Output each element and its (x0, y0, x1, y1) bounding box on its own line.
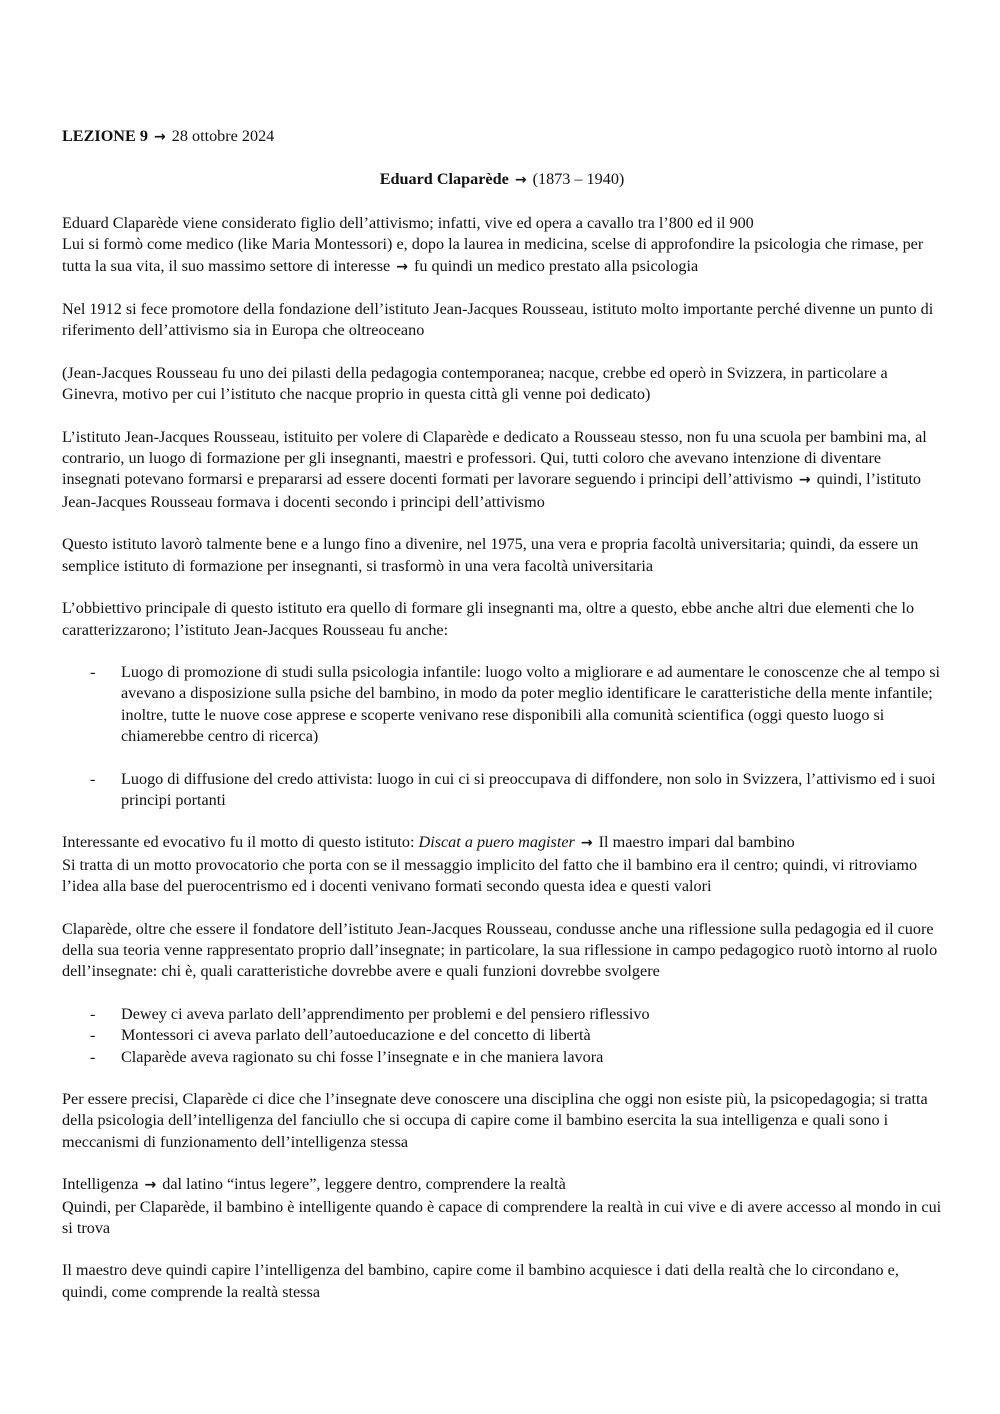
bullet-dash: - (90, 662, 96, 681)
paragraph-text: L’istituto Jean-Jacques Rousseau, istituito per volere di Claparède e dedicato a Rousseau stesso, non fu una scuola per bambini ma, al contrario, un luogo di formazione per gli insegnanti, maestri e professori. Qui, tutti coloro che avevano intenzione di diventare insegnati potevano formarsi e prepararsi ad essere docenti formati per lavorare seguendo i principi dell’attivismo (62, 427, 927, 489)
arrow-icon: → (514, 172, 527, 189)
motto-translation: Il maestro impari dal bambino (598, 833, 795, 852)
arrow-icon: → (396, 258, 408, 275)
title-name: Eduard Claparède (379, 170, 509, 189)
paragraph-foundation: Nel 1912 si fece promotore della fondazione dell’istituto Jean-Jacques Rousseau, istituto molto importante perché divenne un punto di riferimento dell’attivismo sia in Europa che oltreoceano (62, 300, 934, 340)
list-item (62, 1047, 942, 1068)
motto-latin: Discat a puero magister (418, 833, 575, 852)
paragraph-reflection: Claparède, oltre che essere il fondatore dell’istituto Jean-Jacques Rousseau, condusse anche una riflessione sulla pedagogia ed il cuore della sua teoria venne rappresentato proprio dall’insegnate; in particolare, la sua riflessione in campo pedagogico ruotò intorno al ruolo dell’insegnate: chi è, quali caratteristiche dovrebbe avere e quali funzioni dovrebbe svolgere (62, 919, 938, 981)
paragraph-motto-line1 (62, 832, 942, 854)
lesson-label: LEZIONE 9 (62, 127, 148, 145)
paragraph-text: Interessante ed evocativo fu il motto di questo istituto: (62, 833, 415, 852)
arrow-icon: → (144, 1177, 157, 1194)
list-item (62, 1025, 942, 1046)
paragraph-intro-line2 (62, 234, 942, 278)
list-item-text: Luogo di promozione di studi sulla psicologia infantile: luogo volto a migliorare e ad aumentare le conoscenze che al tempo si avevano a disposizione sulla psiche del bambino, in modo da poter meglio identificare le caratteristiche della mente infantile; inoltre, tutte le nuove cose apprese e scoperte venivano rese disponibili alla comunità scientifica (oggi questo luogo si chiamerebbe centro di ricerca) (121, 662, 941, 746)
arrow-icon: → (153, 129, 166, 145)
paragraph-university: Questo istituto lavorò talmente bene e a lungo fino a divenire, nel 1975, una vera e propria facoltà universitaria; quindi, da essere un semplice istituto di formazione per insegnanti, si trasformò in una vera facoltà universitaria (62, 535, 919, 575)
list-item (62, 1004, 942, 1025)
list-item-text: Luogo di diffusione del credo attivista: luogo in cui ci si preoccupava di diffondere, non solo in Svizzera, l’attivismo ed i suoi principi portanti (121, 769, 936, 809)
bullet-dash: - (90, 1047, 96, 1066)
document-page (62, 126, 942, 1303)
list-item-text: Claparède aveva ragionato su chi fosse l’insegnate e in che maniera lavora (121, 1047, 604, 1066)
paragraph-text: Lui si formò come medico (like Maria Montessori) e, dopo la laurea in medicina, scelse di approfondire la psicologia che rimase, per tutta la sua vita, il suo massimo settore di interesse (62, 235, 924, 275)
lesson-header (62, 126, 942, 148)
paragraph-intelligence-line1 (62, 1174, 942, 1196)
arrow-icon: → (580, 835, 593, 852)
bullet-dash: - (90, 1004, 96, 1023)
bullet-dash: - (90, 1026, 96, 1045)
paragraph-psychopedagogy: Per essere precisi, Claparède ci dice che l’insegnate deve conoscere una disciplina che oggi non esiste più, la psicopedagogia; si tratta della psicologia dell’intelligenza del fanciullo che si occupa di capire come il bambino esercita la sua intelligenza e quali sono i meccanismi di funzionamento dell’intelligenza stessa (62, 1090, 928, 1151)
list-item (62, 662, 942, 748)
paragraph-text: dal latino “intus legere”, leggere dentro, comprendere la realtà (162, 1175, 566, 1194)
paragraph-rousseau-note: (Jean-Jacques Rousseau fu uno dei pilasti della pedagogia contemporanea; nacque, crebbe ed operò in Svizzera, in particolare a Ginevra, motivo per cui l’istituto che nacque proprio in questa città gli venne poi dedicato) (62, 363, 888, 404)
institute-roles-list (62, 662, 942, 811)
arrow-icon: → (798, 472, 811, 489)
paragraph-text: Intelligenza (62, 1175, 139, 1194)
page-title (62, 169, 942, 191)
paragraph-intelligence-line2: Quindi, per Claparède, il bambino è intelligente quando è capace di comprendere la realtà in cui vive e di avere accesso al mondo in cui si trova (62, 1197, 942, 1238)
paragraph-conclusion: Il maestro deve quindi capire l’intelligenza del bambino, capire come il bambino acquiesce i dati della realtà che lo circondano e, quindi, come comprende la realtà stessa (62, 1261, 899, 1301)
paragraph-intro-line1: Eduard Claparède viene considerato figlio dell’attivismo; infatti, vive ed opera a cavallo tra l’800 ed il 900 (62, 213, 754, 232)
paragraph-objectives: L’obbiettivo principale di questo istituto era quello di formare gli insegnanti ma, oltre a questo, ebbe anche altri due elementi che lo caratterizzarono; l’istituto Jean-Jacques Rousseau fu anche: (62, 599, 915, 639)
title-years: (1873 – 1940) (532, 170, 625, 189)
list-item-text: Dewey ci aveva parlato dell’apprendimento per problemi e del pensiero riflessivo (121, 1004, 650, 1023)
paragraph-motto-line2: Si tratta di un motto provocatorio che porta con se il messaggio implicito del fatto che il bambino era il centro; quindi, vi ritroviamo l’idea alla base del puerocentrismo ed i docenti venivano formati secondo questa idea e questi valori (62, 855, 918, 896)
paragraph-institute (62, 427, 942, 514)
paragraph-text: fu quindi un medico prestato alla psicologia (414, 256, 699, 275)
paragraph-text: quindi, l’istituto Jean-Jacques Rousseau formava i docenti secondo i principi dell’attivismo (62, 470, 922, 511)
list-item (62, 769, 942, 812)
list-item-text: Montessori ci aveva parlato dell’autoeducazione e del concetto di libertà (121, 1026, 591, 1045)
bullet-dash: - (90, 769, 96, 788)
lesson-date: 28 ottobre 2024 (171, 127, 275, 145)
pedagogues-list (62, 1004, 942, 1068)
